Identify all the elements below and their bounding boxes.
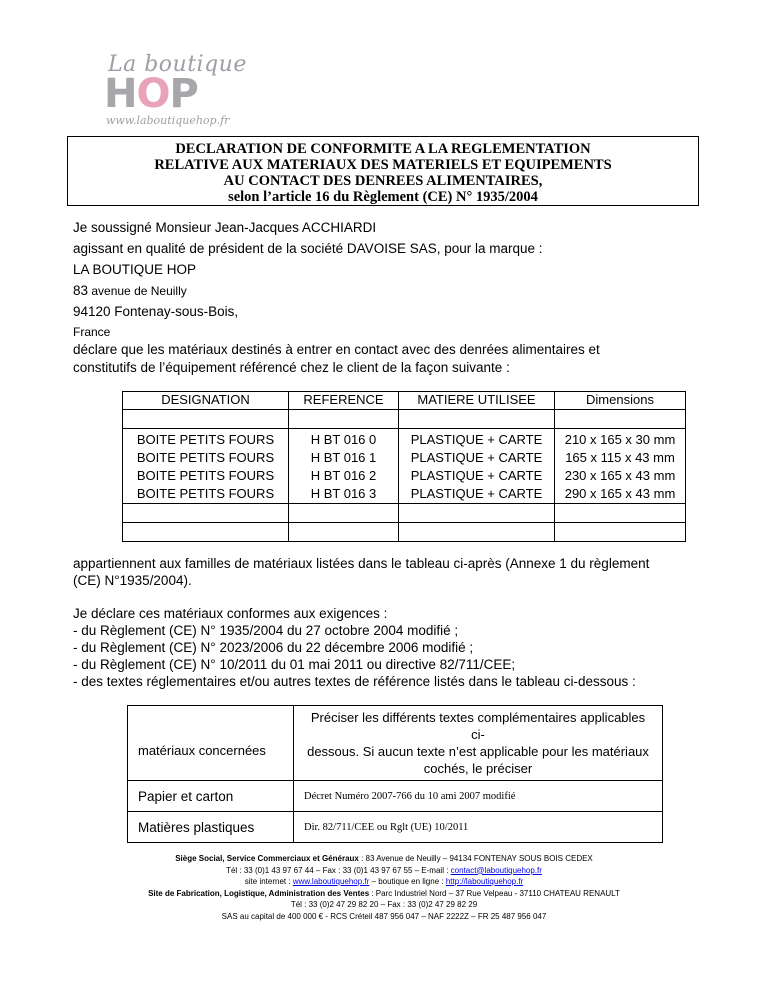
reference-1: H BT 016 0 [310,432,377,447]
dimensions-4: 290 x 165 x 43 mm [564,486,676,501]
products-header-row [123,392,686,410]
reference-4: H BT 016 3 [310,486,377,501]
materials-header-row [128,706,663,781]
material-name: Papier et carton [128,781,294,812]
footer-hq-address: : 83 Avenue de Neuilly – 94134 FONTENAY SOUS BOIS CEDEX [358,854,593,863]
conformity-item-3: - du Règlement (CE) N° 10/2011 du 01 mai 2011 ou directive 82/711/CEE; [73,657,516,672]
street-number: 83 [73,283,89,298]
reference-3: H BT 016 2 [310,468,377,483]
products-empty-row [123,504,686,523]
designation-cell [123,429,289,504]
footer-phone-fax: Tél : 33 (0)1 43 97 67 44 – Fax : 33 (0)1 43 97 67 55 – E-mail : [226,865,451,875]
declaration-title-box [67,136,699,206]
logo-url: www.laboutiquehop.fr [106,114,230,127]
logo-letter-o: O [136,71,170,117]
materials-header-concerned: matériaux concernées [128,706,294,781]
material-regulation: Décret Numéro 2007-766 du 10 ami 2007 modifié [294,781,663,812]
materials-row [128,781,663,812]
conformity-item-2: - du Règlement (CE) N° 2023/2006 du 22 décembre 2006 modifié ; [73,640,474,655]
products-empty-row [123,523,686,542]
title-line-4: selon l’article 16 du Règlement (CE) N° 1935/2004 [228,189,538,205]
material-name: Matières plastiques [128,812,294,843]
logo-script-text: La boutique [108,52,247,77]
conformity-item-4: - des textes réglementaires et/ou autres textes de référence listés dans le tableau ci-dessous : [73,674,636,689]
footer-email-link[interactable]: contact@laboutiquehop.fr [450,865,542,875]
materials-header-text-2: dessous. Si aucun texte n’est applicable pour les matériaux [307,744,649,759]
col-header-material: MATIERE UTILISEE [399,392,555,410]
title-line-2: RELATIVE AUX MATERIAUX DES MATERIELS ET EQUIPEMENTS [154,157,612,173]
intro-declare-2: constitutifs de l’équipement référencé chez le client de la façon suivante : [73,360,510,375]
intro-declare-1: déclare que les matériaux destinés à entrer en contact avec des denrées alimentaires et [73,342,600,357]
materials-table [127,705,663,843]
footer-shop-label: – boutique en ligne : [369,877,446,886]
dimensions-1: 210 x 165 x 30 mm [564,432,676,447]
footer-site-address: : Parc Industriel Nord – 37 Rue Velpeau - 37110 CHATEAU RENAULT [369,888,620,898]
designation-2: BOITE PETITS FOURS [136,450,275,465]
intro-street [73,283,187,298]
intro-role: agissant en qualité de président de la société DAVOISE SAS, pour la marque : [73,241,543,256]
reference-2: H BT 016 1 [310,450,377,465]
materials-header-texts [294,706,663,781]
company-logo [100,52,247,132]
logo-letter-p: P [169,71,198,117]
reference-cell [289,429,399,504]
designation-1: BOITE PETITS FOURS [136,432,275,447]
footer-website-link[interactable]: www.laboutiquehop.fr [292,877,370,886]
material-cell [399,429,555,504]
col-header-reference: REFERENCE [289,392,399,410]
material-3: PLASTIQUE + CARTE [410,468,543,483]
intro-signatory: Je soussigné Monsieur Jean-Jacques ACCHIARDI [73,220,377,235]
material-2: PLASTIQUE + CARTE [410,450,543,465]
material-4: PLASTIQUE + CARTE [410,486,543,501]
title-line-3: AU CONTACT DES DENREES ALIMENTAIRES, [223,173,543,189]
designation-4: BOITE PETITS FOURS [136,486,275,501]
products-data-row [123,429,686,504]
logo-brand [104,71,198,117]
footer-site-label-bold: Site de Fabrication, Logistique, Administration des Ventes [148,888,370,898]
intro-brand: LA BOUTIQUE HOP [73,262,197,277]
footer-legal: SAS au capital de 400 000 € - RCS Créteil 487 956 047 – NAF 2222Z – FR 25 487 956 047 [221,911,547,921]
footer-hq-label: Siège Social, Service Commerciaux et Généraux [175,854,359,863]
col-header-designation: DESIGNATION [123,392,289,410]
materials-header-text-1: Préciser les différents textes complémentaires applicables ci- [310,710,646,742]
footer-headquarters [0,853,768,865]
intro-city: 94120 Fontenay-sous-Bois, [73,304,239,319]
designation-3: BOITE PETITS FOURS [136,468,275,483]
col-header-dimensions: Dimensions [555,392,686,410]
conformity-item-1: - du Règlement (CE) N° 1935/2004 du 27 octobre 2004 modifié ; [73,623,459,638]
dimensions-2: 165 x 115 x 43 mm [565,450,675,465]
materials-header-text-3: cochés, le préciser [423,761,533,776]
conformity-intro: Je déclare ces matériaux conformes aux exigences : [73,606,388,621]
material-regulation: Dir. 82/711/CEE ou Rglt (UE) 10/2011 [294,812,663,843]
title-line-1: DECLARATION DE CONFORMITE A LA REGLEMENTATION [175,141,591,157]
street-name: avenue de Neuilly [88,284,187,298]
footer-web [0,876,768,888]
footer-contact [0,865,768,877]
footer-site-phone: Tél : 33 (0)2 47 29 82 20 – Fax : 33 (0)2 47 29 82 29 [290,900,478,909]
material-1: PLASTIQUE + CARTE [410,432,543,447]
page-footer [0,853,768,922]
dimensions-cell [555,429,686,504]
dimensions-3: 230 x 165 x 43 mm [564,468,676,483]
products-empty-row [123,410,686,429]
families-text-1: appartiennent aux familles de matériaux listées dans le tableau ci-après (Annexe 1 du règlement [73,556,650,571]
intro-country: France [73,325,111,339]
families-text-2: (CE) N°1935/2004). [73,573,192,588]
products-table [122,391,686,542]
footer-site-label: site internet : [244,877,293,886]
footer-shop-link[interactable]: http://laboutiquehop.fr [445,877,524,886]
logo-letter-h: H [104,71,137,117]
footer-production-site [0,888,768,900]
materials-row [128,812,663,843]
